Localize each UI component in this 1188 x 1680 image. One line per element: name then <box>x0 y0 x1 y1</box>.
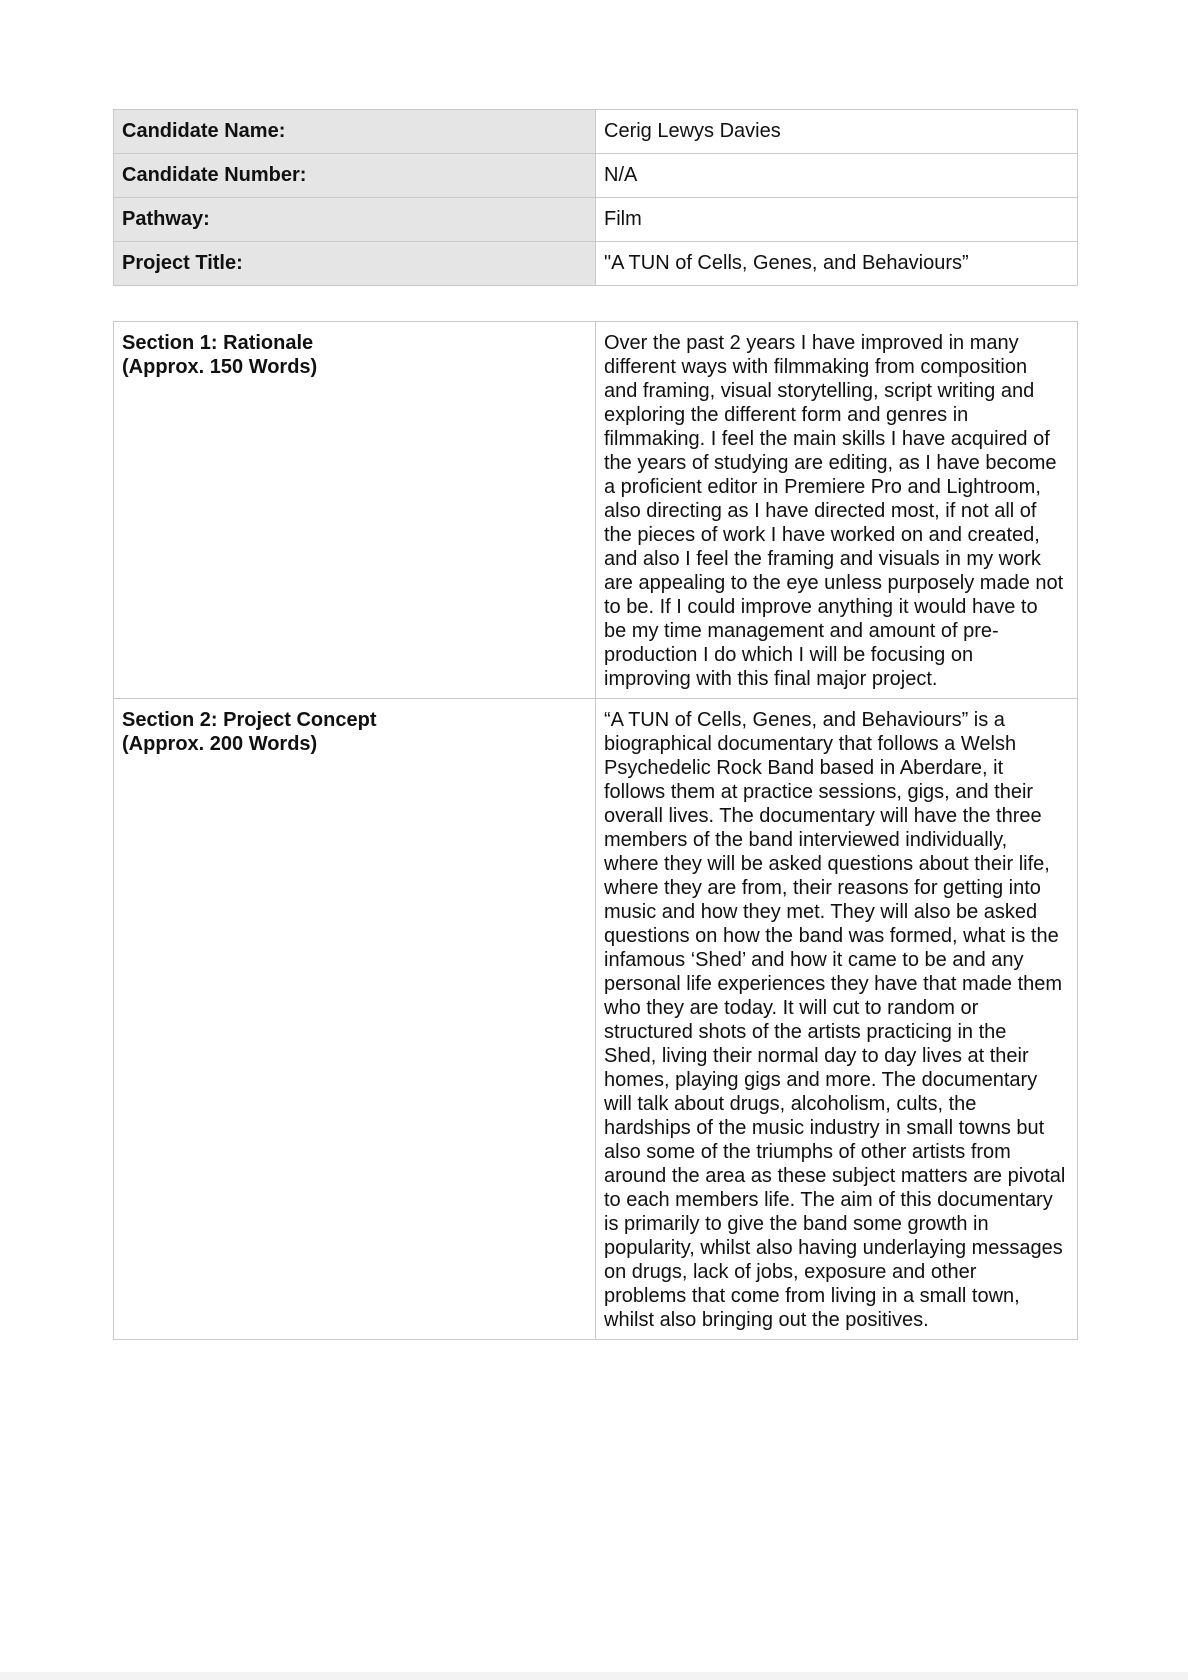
pathway-value: Film <box>596 198 1078 242</box>
section-rationale-word-limit: (Approx. 150 Words) <box>122 356 318 378</box>
sections-table <box>113 321 1078 1340</box>
candidate-name-label: Candidate Name: <box>114 110 596 154</box>
section-rationale-row <box>114 322 1078 699</box>
candidate-info-table <box>113 109 1078 286</box>
page-bottom-edge <box>0 1672 1188 1680</box>
section-rationale-heading: Section 1: Rationale <box>122 332 314 354</box>
pathway-label: Pathway: <box>114 198 596 242</box>
table-row <box>114 110 1078 154</box>
table-row <box>114 198 1078 242</box>
section-rationale-body: Over the past 2 years I have improved in many different ways with filmmaking from composition and framing, visual storytelling, script writing and exploring the different form and genres in filmmaking. I feel the main skills I have acquired of the years of studying are editing, as I have become a proficient editor in Premiere Pro and Lightroom, also directing as I have directed most, if not all of the pieces of work I have worked on and created, and also I feel the framing and visuals in my work are appealing to the eye unless purposely made not to be. If I could improve anything it would have to be my time management and amount of pre- production I do which I will be focusing on improving with this final major project. <box>596 322 1078 699</box>
candidate-number-label: Candidate Number: <box>114 154 596 198</box>
section-project-concept-row <box>114 699 1078 1340</box>
table-row <box>114 242 1078 286</box>
section-rationale-label-cell <box>114 322 596 699</box>
candidate-number-value: N/A <box>596 154 1078 198</box>
section-project-concept-heading: Section 2: Project Concept <box>122 709 377 731</box>
section-project-concept-body: “A TUN of Cells, Genes, and Behaviours” is a biographical documentary that follows a Welsh Psychedelic Rock Band based in Aberdare, it follows them at practice sessions, gigs, and their overall lives. The documentary will have the three members of the band interviewed individually, where they will be asked questions about their life, where they are from, their reasons for getting into music and how they met. They will also be asked questions on how the band was formed, what is the infamous ‘Shed’ and how it came to be and any personal life experiences they have that made them who they are today. It will cut to random or structured shots of the artists practicing in the Shed, living their normal day to day lives at their homes, playing gigs and more. The documentary will talk about drugs, alcoholism, cults, the hardships of the music industry in small towns but also some of the triumphs of other artists from around the area as these subject matters are pivotal to each members life. The aim of this documentary is primarily to give the band some growth in popularity, whilst also having underlaying messages on drugs, lack of jobs, exposure and other problems that come from living in a small town, whilst also bringing out the positives. <box>596 699 1078 1340</box>
section-project-concept-label-cell <box>114 699 596 1340</box>
project-title-value: "A TUN of Cells, Genes, and Behaviours” <box>596 242 1078 286</box>
table-row <box>114 154 1078 198</box>
project-title-label: Project Title: <box>114 242 596 286</box>
candidate-name-value: Cerig Lewys Davies <box>596 110 1078 154</box>
section-project-concept-word-limit: (Approx. 200 Words) <box>122 733 318 755</box>
